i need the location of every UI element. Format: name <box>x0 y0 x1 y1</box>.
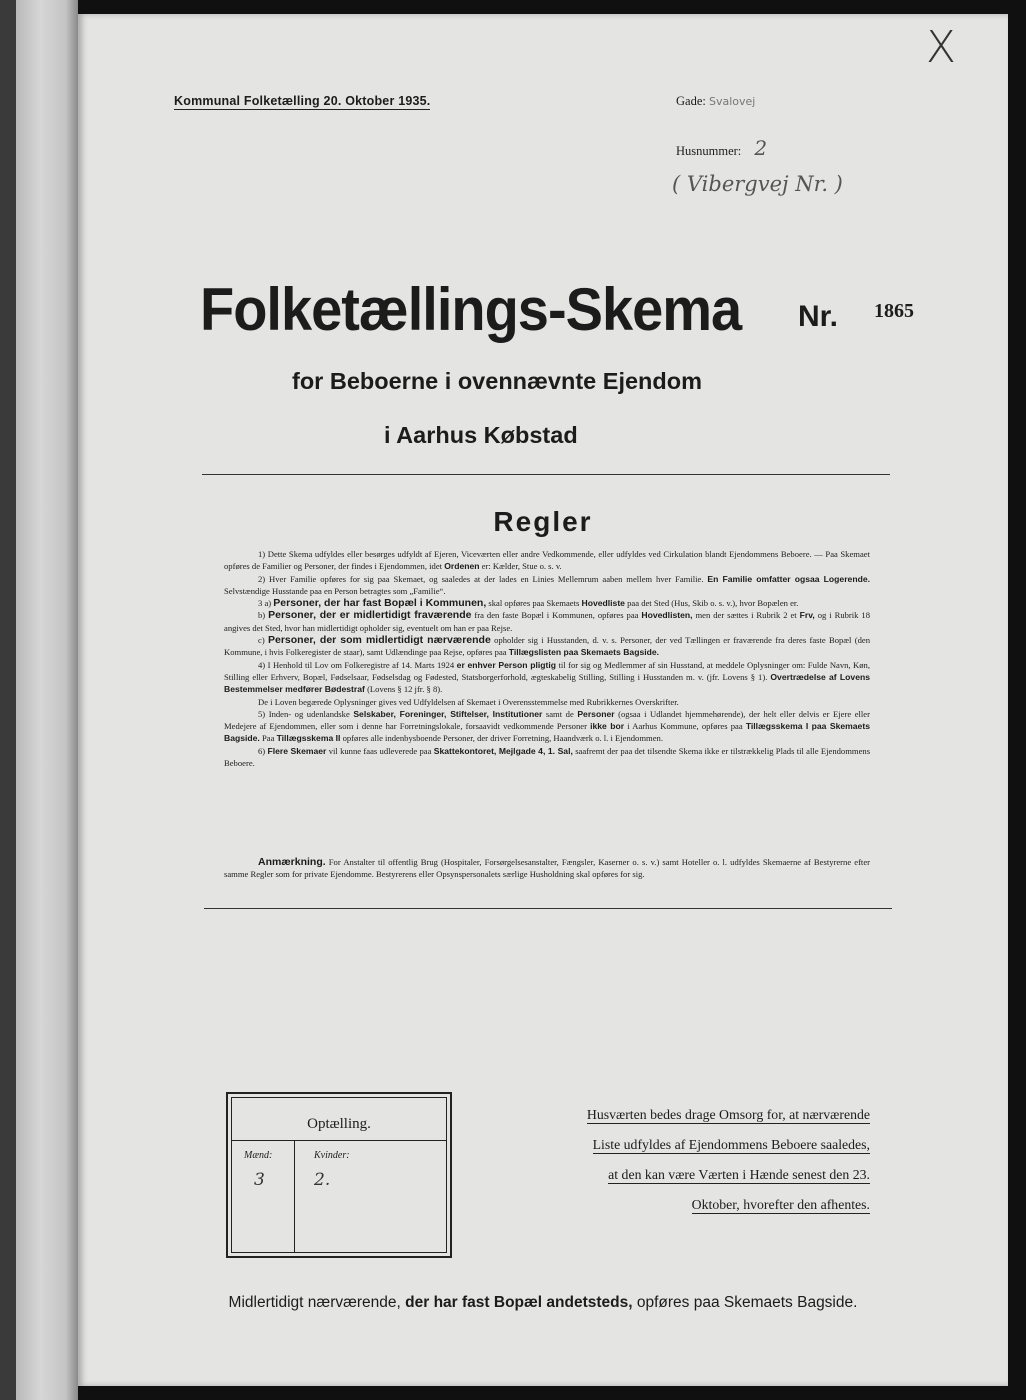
footer-part-2: der har fast Bopæl andetsteds, <box>405 1294 633 1311</box>
form-subtitle-1: for Beboerne i ovennævnte Ejendom <box>292 368 703 394</box>
divider-top <box>202 474 890 475</box>
form-header-title: Kommunal Folketælling 20. Oktober 1935. <box>174 94 431 108</box>
anmaerkning-text: For Anstalter til offentlig Brug (Hospitaler, Forsørgelsesanstalter, Fængsler, Kaserner o. s. v.) samt Hoteller o. l. udfyldes Skemaerne af Bestyrerne efter samme Regler som for private Ejendomme. Bestyrerens eller Opsynspersonalets særlige Husholdning skal opføres for sig. <box>224 857 870 880</box>
gade-field <box>676 94 755 109</box>
form-number: 1865 <box>874 300 914 322</box>
rules-heading: Regler <box>493 506 593 537</box>
notice-line-2: Liste udfyldes af Ejendommens Beboere saaledes, <box>592 1137 870 1152</box>
footer-part-3: opføres paa Skemaets Bagside. <box>636 1294 858 1311</box>
rule-1: 1) Dette Skema udfyldes eller besørges udfyldt af Ejeren, Viceværten eller andre Vedkommende, eller udfyldes ved Cirkulation blandt Ejendommens Beboere. — Paa Skemaet opføres de Familier og Personer, der findes i Ejendommen, idet Ordenen er: Kælder, Stue o. s. v. <box>224 549 870 572</box>
binding-strip <box>16 0 78 1400</box>
notice-line-3: at den kan være Værten i Hænde senest den 23. <box>608 1167 870 1182</box>
rule-3a: 3 a) Personer, der har fast Bopæl i Kommunen, skal opføres paa Skemaets Hovedliste paa det Sted (Hus, Skib o. s. v.), hvor Bopælen er. <box>258 597 799 610</box>
rule-5: 5) Inden- og udenlandske Selskaber, Foreninger, Stiftelser, Institutioner samt de Personer (ogsaa i Udlandet hjemmehørende), der helt eller delvis er Ejere eller Medejere af Ejendommen, eller som i denne har Forretningslokale, forsaavidt vedkommende Personer ikke bor i Aarhus Kommune, opføres paa Tillægsskema I paa Skemaets Bagside. Paa Tillægsskema II opføres alle indenbysboende Personer, der driver Forretning, Haandværk o. l. i Ejendommen. <box>224 708 870 744</box>
landlord-notice <box>532 1100 870 1220</box>
gade-value: Svalovej <box>708 95 756 108</box>
optaelling-column-divider <box>294 1140 295 1252</box>
divider-bottom <box>204 908 892 909</box>
husnummer-label: Husnummer: <box>676 144 742 158</box>
form-title: Folketællings-Skema <box>200 275 742 344</box>
gade-label: Gade: <box>676 94 706 108</box>
rule-6: 6) Flere Skemaer vil kunne faas udleverede paa Skattekontoret, Mejlgade 4, 1. Sal, saafremt der paa det tilsendte Skema ikke er tilstrækkelig Plads til alle Ejendommens Beboere. <box>224 745 871 769</box>
anmaerkning <box>224 856 870 881</box>
rule-2: 2) Hver Familie opføres for sig paa Skemaet, og saaledes at der lades en Linies Mellemrum aaben mellem hver Familie. En Familie omfatter ogsaa Logerende. Selvstændige Husstande paa en Person betragtes som „Familie“. <box>224 573 870 596</box>
rules-text <box>224 548 870 769</box>
form-subtitle-2: i Aarhus Købstad <box>384 422 578 448</box>
footer-note <box>78 1294 1008 1312</box>
husnummer-field <box>676 136 767 160</box>
kvinder-count: 2. <box>314 1170 331 1190</box>
optaelling-divider <box>232 1140 446 1141</box>
maend-count: 3 <box>254 1170 265 1190</box>
anmaerkning-label: Anmærkning. <box>258 856 326 868</box>
rule-3b: b) Personer, der er midlertidigt fraværende fra den faste Bopæl i Kommunen, opføres paa Hovedlisten, men der sættes i Rubrik 2 et Frv, og i Rubrik 18 angives det Sted, hvor han midlertidigt opholder sig, eventuelt om han er paa Rejse. <box>224 609 870 633</box>
form-nr-label: Nr. <box>798 300 839 333</box>
rule-4: 4) I Henhold til Lov om Folkeregistre af 14. Marts 1924 er enhver Person pligtig til for sig og Medlemmer af sin Husstand, at meddele Oplysninger om: Fulde Navn, Køn, Stilling eller Erhverv, Bopæl, Fødselsaar, Fødselsdag og Fødested, Statsborgerforhold, ægteskabelig Stilling, Stilling i Husstanden m. v. (jfr. Lovens § 1). Overtrædelse af Lovens Bestemmelser medfører Bødestraf (Lovens § 12 jfr. § 8). <box>224 659 871 695</box>
husnummer-value: 2 <box>754 136 768 160</box>
notice-line-1: Husværten bedes drage Omsorg for, at nærværende <box>586 1107 870 1122</box>
census-form-page <box>78 14 1008 1386</box>
notice-line-4: Oktober, hvorefter den afhentes. <box>691 1197 870 1212</box>
rule-4-note: De i Loven begærede Oplysninger gives ved Udfyldelsen af Skemaet i Overensstemmelse med Rubrikkernes Overskrifter. <box>258 696 679 707</box>
maend-label: Mænd: <box>244 1150 273 1161</box>
handwritten-note: ( Vibergvej Nr. ) <box>672 172 843 196</box>
footer-part-1: Midlertidigt nærværende, <box>228 1294 401 1311</box>
kvinder-label: Kvinder: <box>314 1150 350 1161</box>
binding-edge <box>0 0 16 1400</box>
optaelling-box <box>226 1092 452 1258</box>
optaelling-title: Optælling. <box>307 1116 371 1132</box>
rule-3c: c) Personer, der som midlertidigt nærværende opholder sig i Husstanden, d. v. s. Personer, der ved Tællingen er fraværende fra deres faste Bopæl (den Kommune, i hvis Folkeregister de staar), samt Udlændinge paa Rejse, opføres paa Tillægslisten paa Skemaets Bagside. <box>224 634 870 658</box>
corner-mark: X <box>925 22 956 73</box>
